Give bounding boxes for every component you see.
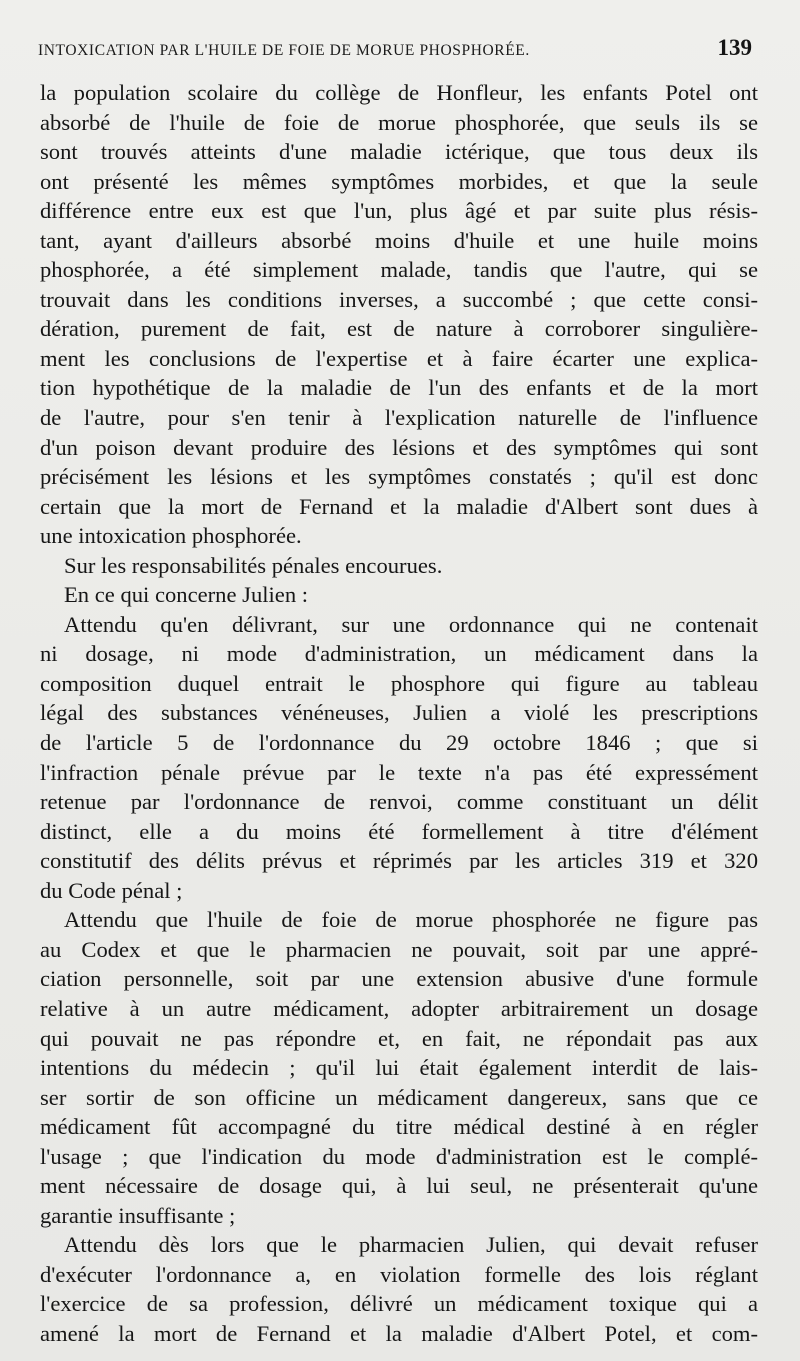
- subsection-heading: En ce qui concerne Julien :: [64, 582, 309, 608]
- text-line: constitutif des délits prévus et réprimés par les articles 319 et 320: [40, 848, 758, 874]
- text-line: composition duquel entrait le phosphore qui figure au tableau: [40, 670, 758, 696]
- text-line: la population scolaire du collège de Honfleur, les enfants Potel ont: [40, 80, 758, 105]
- text-line: l'infraction pénale prévue par le texte n'a pas été expressément: [40, 759, 758, 785]
- text-line: Attendu dès lors que le pharmacien Julien, qui devait refuser: [64, 1232, 758, 1258]
- text-line: trouvait dans les conditions inverses, a succombé ; que cette consi-: [40, 286, 758, 312]
- text-line: certain que la mort de Fernand et la maladie d'Albert sont dues à: [40, 493, 758, 519]
- text-line: retenue par l'ordonnance de renvoi, comme constituant un délit: [40, 789, 758, 815]
- text-line: l'usage ; que l'indication du mode d'administration est le complé-: [40, 1143, 758, 1169]
- text-line: ont présenté les mêmes symptômes morbides, et que la seule: [40, 168, 758, 194]
- text-line: garantie insuffisante ;: [40, 1202, 236, 1228]
- text-line: l'exercice de sa profession, délivré un médicament toxique qui a: [40, 1291, 758, 1317]
- text-line: absorbé de l'huile de foie de morue phosphorée, que seuls ils se: [40, 109, 758, 135]
- text-line: différence entre eux est que l'un, plus âgé et par suite plus résis-: [40, 198, 758, 224]
- section-heading: Sur les responsabilités pénales encourues.: [64, 552, 443, 578]
- text-line: ment les conclusions de l'expertise et à faire écarter une explica-: [40, 345, 758, 371]
- text-line: distinct, elle a du moins été formellement à titre d'élément: [40, 818, 758, 844]
- text-line: ment nécessaire de dosage qui, à lui seul, ne présenterait qu'une: [40, 1173, 758, 1199]
- text-line: au Codex et que le pharmacien ne pouvait, soit par une appré-: [40, 936, 758, 962]
- text-line: de l'autre, pour s'en tenir à l'explication naturelle de l'influence: [40, 405, 758, 431]
- text-line: phosphorée, a été simplement malade, tandis que l'autre, qui se: [40, 257, 758, 283]
- text-line: sont trouvés atteints d'une maladie ictérique, que tous deux ils: [40, 139, 758, 165]
- text-line: Attendu que l'huile de foie de morue phosphorée ne figure pas: [64, 907, 758, 933]
- running-header: [38, 34, 752, 66]
- body-text: [40, 78, 758, 1349]
- text-line: qui pouvait ne pas répondre et, en fait, ne répondait pas aux: [40, 1025, 758, 1051]
- text-line: tion hypothétique de la maladie de l'un des enfants et de la mort: [40, 375, 758, 401]
- text-line: relative à un autre médicament, adopter arbitrairement un dosage: [40, 995, 758, 1021]
- text-line: du Code pénal ;: [40, 877, 183, 903]
- text-line: d'exécuter l'ordonnance a, en violation formelle des lois réglant: [40, 1261, 758, 1287]
- text-line: précisément les lésions et les symptômes constatés ; qu'il est donc: [40, 464, 758, 490]
- text-line: ser sortir de son officine un médicament dangereux, sans que ce: [40, 1084, 758, 1110]
- text-line: intentions du médecin ; qu'il lui était également interdit de lais-: [40, 1055, 758, 1081]
- text-line: ciation personnelle, soit par une extension abusive d'une formule: [40, 966, 758, 992]
- text-line: médicament fût accompagné du titre médical destiné à en régler: [40, 1114, 758, 1140]
- text-line: d'un poison devant produire des lésions et des symptômes qui sont: [40, 434, 758, 460]
- text-line: amené la mort de Fernand et la maladie d'Albert Potel, et com-: [40, 1320, 758, 1346]
- text-line: une intoxication phosphorée.: [40, 523, 302, 549]
- text-line: tant, ayant d'ailleurs absorbé moins d'huile et une huile moins: [40, 227, 758, 253]
- text-line: ni dosage, ni mode d'administration, un médicament dans la: [40, 641, 758, 667]
- text-line: Attendu qu'en délivrant, sur une ordonnance qui ne contenait: [64, 611, 758, 637]
- text-line: de l'article 5 de l'ordonnance du 29 octobre 1846 ; que si: [40, 730, 758, 756]
- text-line: dération, purement de fait, est de nature à corroborer singulière-: [40, 316, 758, 342]
- text-line: légal des substances vénéneuses, Julien a violé les prescriptions: [40, 700, 758, 726]
- page-number: 139: [717, 35, 752, 60]
- running-title: INTOXICATION PAR L'HUILE DE FOIE DE MORUE PHOSPHORÉE.: [38, 42, 530, 59]
